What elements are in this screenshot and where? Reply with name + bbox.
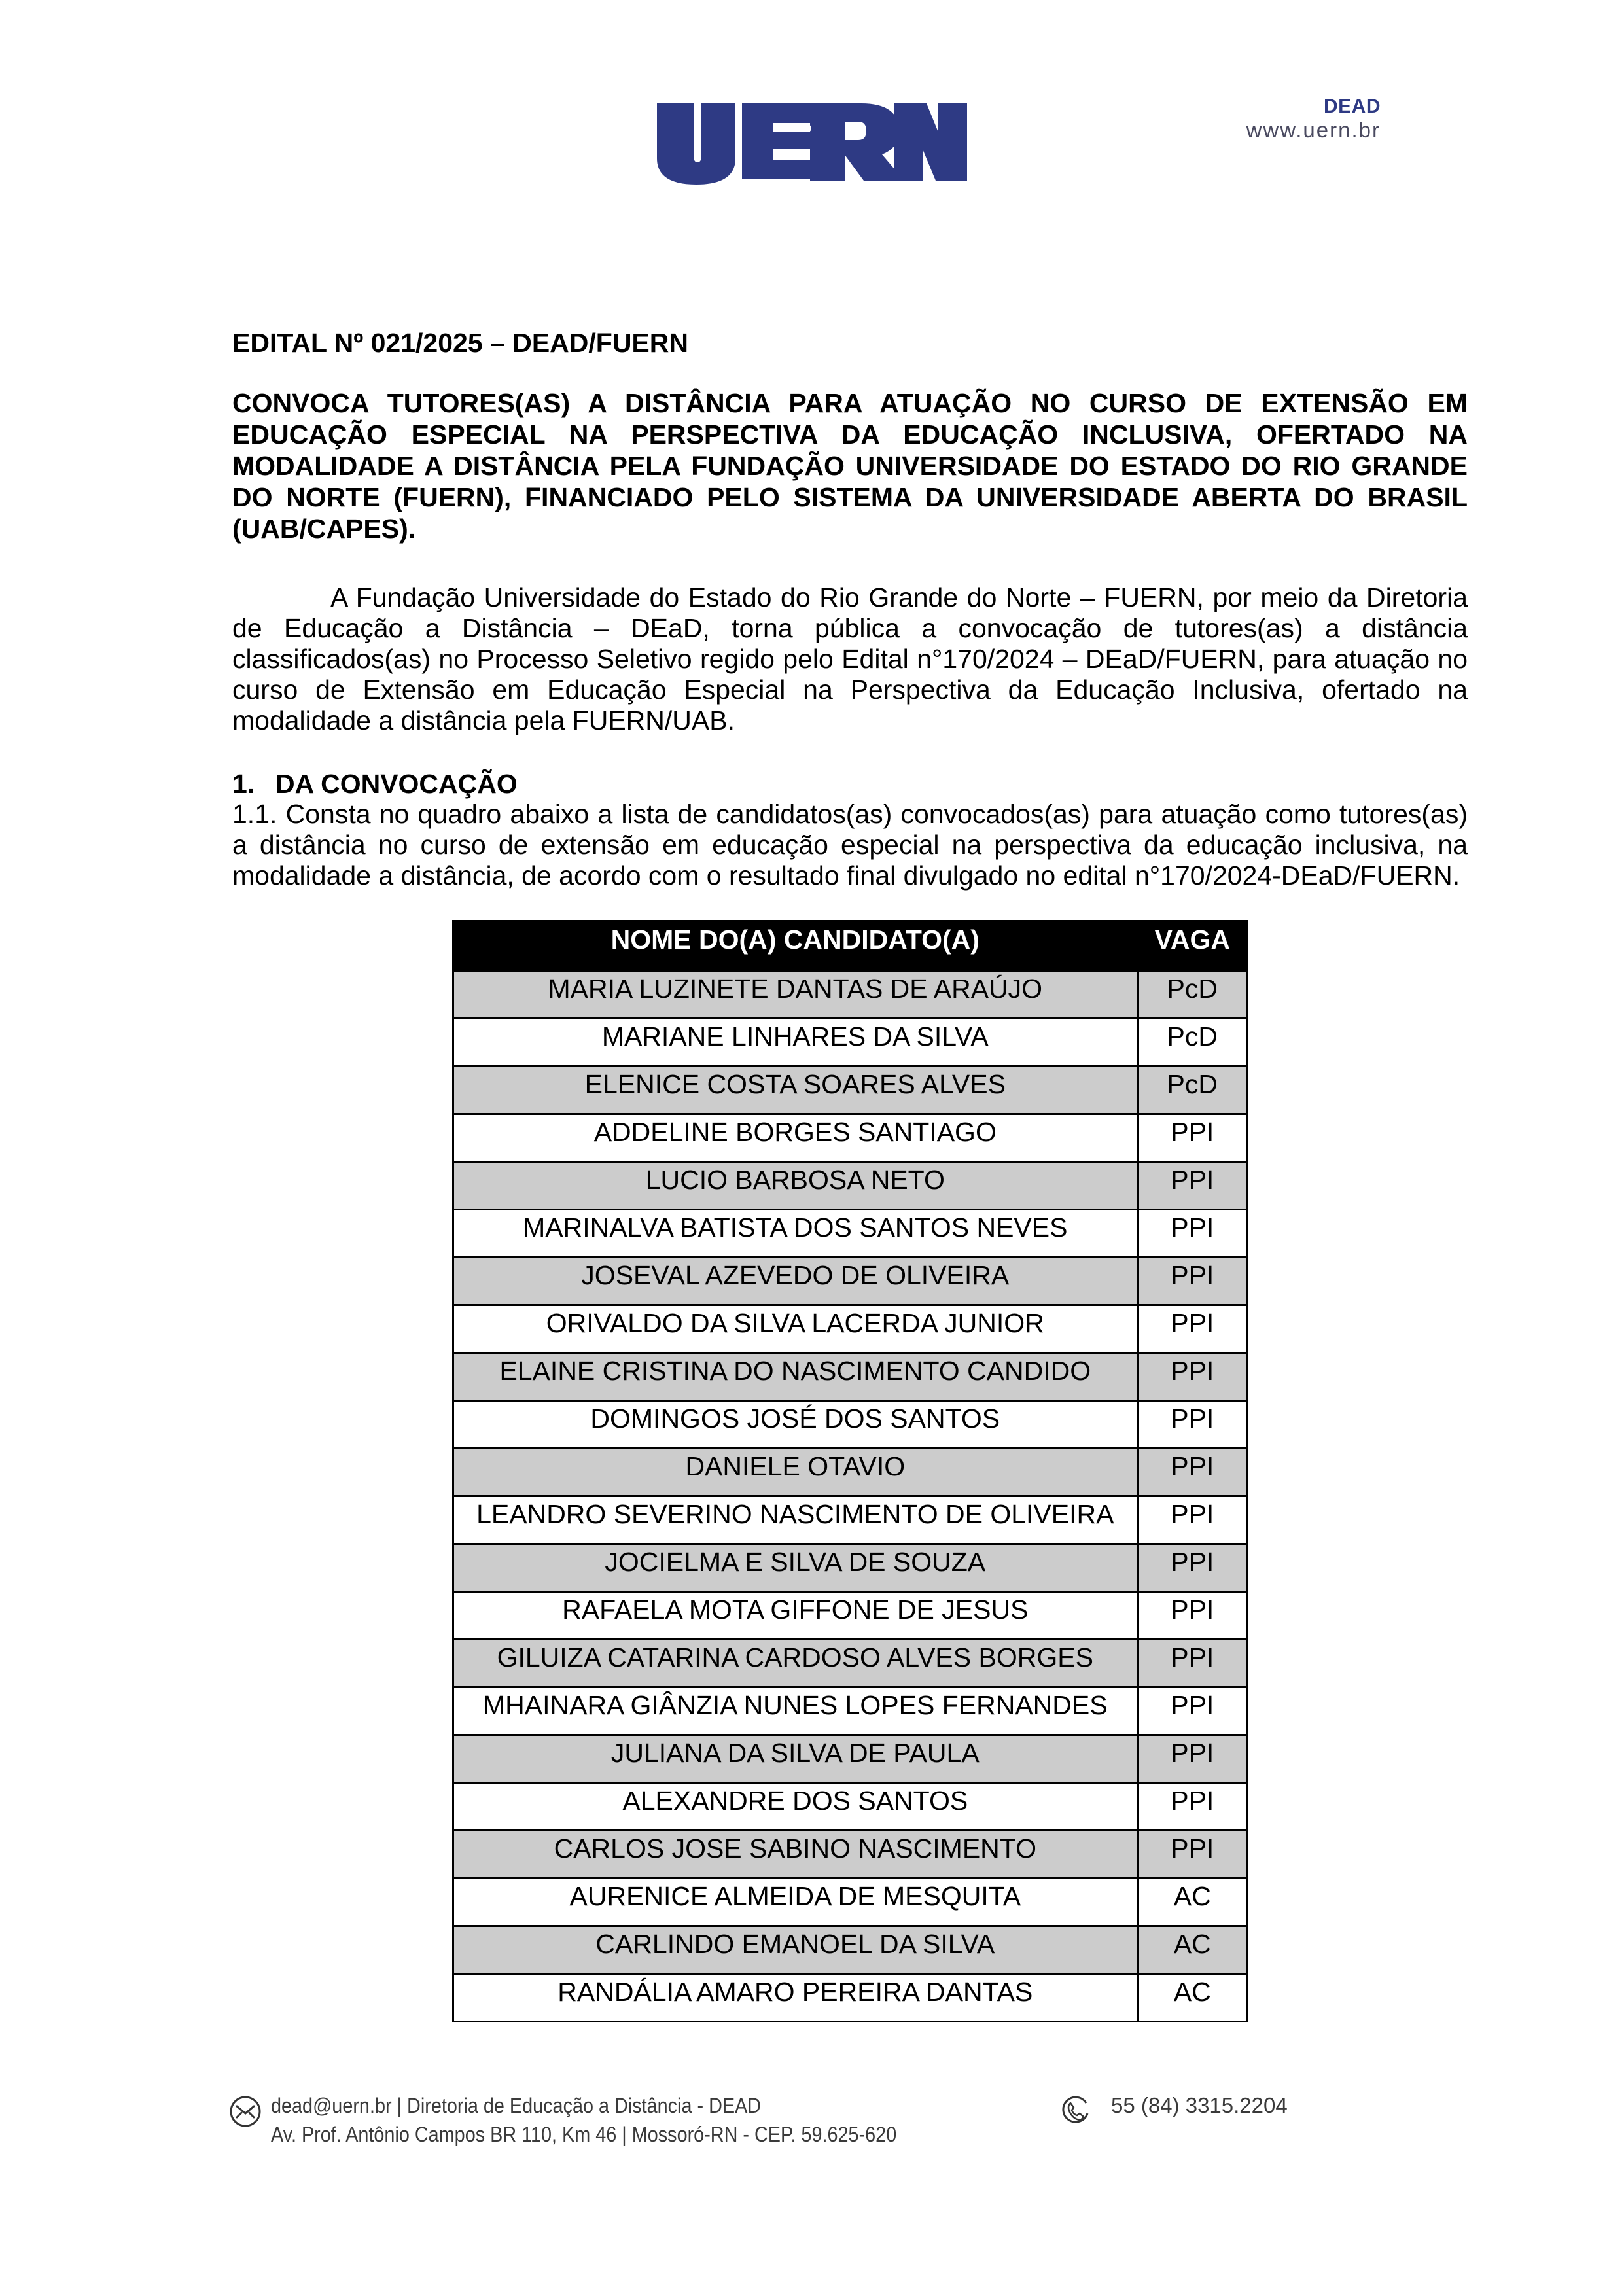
candidate-name: GILUIZA CATARINA CARDOSO ALVES BORGES <box>453 1640 1138 1687</box>
candidate-name: LEANDRO SEVERINO NASCIMENTO DE OLIVEIRA <box>453 1496 1138 1544</box>
envelope-icon <box>229 2095 262 2128</box>
section-paragraph: 1.1. Consta no quadro abaixo a lista de candidatos(as) convocados(as) para atuação como tutores(as) a distância no curso de extensão em educação especial na perspectiva da educação inclusiva, na modalidade a distância, de acordo com o resultado final divulgado no edital n°170/2024-DEaD/FUERN. <box>232 799 1468 891</box>
candidate-vaga: PPI <box>1137 1640 1247 1687</box>
candidate-name: RAFAELA MOTA GIFFONE DE JESUS <box>453 1592 1138 1640</box>
table-row <box>453 1831 1248 1879</box>
candidate-vaga: AC <box>1137 1926 1247 1974</box>
candidate-name: ADDELINE BORGES SANTIAGO <box>453 1114 1138 1162</box>
department-block <box>1246 96 1381 143</box>
uern-logo <box>656 98 967 185</box>
section-number: 1. <box>232 769 255 799</box>
candidate-vaga: PcD <box>1137 1067 1247 1114</box>
table-row <box>453 1879 1248 1926</box>
candidate-vaga: PPI <box>1137 1496 1247 1544</box>
table-row <box>453 1592 1248 1640</box>
candidate-name: ELENICE COSTA SOARES ALVES <box>453 1067 1138 1114</box>
candidate-name: ELAINE CRISTINA DO NASCIMENTO CANDIDO <box>453 1353 1138 1401</box>
candidate-vaga: PPI <box>1137 1114 1247 1162</box>
candidate-vaga: AC <box>1137 1879 1247 1926</box>
candidate-vaga: PPI <box>1137 1162 1247 1210</box>
website-link[interactable]: www.uern.br <box>1246 118 1381 142</box>
candidates-table <box>452 920 1248 2022</box>
candidate-name: MHAINARA GIÂNZIA NUNES LOPES FERNANDES <box>453 1687 1138 1735</box>
candidate-vaga: PPI <box>1137 1449 1247 1496</box>
candidate-vaga: PPI <box>1137 1735 1247 1783</box>
table-row <box>453 1353 1248 1401</box>
candidate-vaga: AC <box>1137 1974 1247 2022</box>
candidate-name: MARIA LUZINETE DANTAS DE ARAÚJO <box>453 971 1138 1019</box>
candidate-vaga: PPI <box>1137 1544 1247 1592</box>
candidate-name: ORIVALDO DA SILVA LACERDA JUNIOR <box>453 1305 1138 1353</box>
candidate-name: DOMINGOS JOSÉ DOS SANTOS <box>453 1401 1138 1449</box>
table-row <box>453 1974 1248 2022</box>
candidate-name: MARINALVA BATISTA DOS SANTOS NEVES <box>453 1210 1138 1258</box>
candidate-name: JOCIELMA E SILVA DE SOUZA <box>453 1544 1138 1592</box>
candidate-name: RANDÁLIA AMARO PEREIRA DANTAS <box>453 1974 1138 2022</box>
intro-paragraph: A Fundação Universidade do Estado do Rio Grande do Norte – FUERN, por meio da Diretoria de Educação a Distância – DEaD, torna pública a convocação de tutores(as) a distância classificados(as) no Processo Seletivo regido pelo Edital n°170/2024 – DEaD/FUERN, para atuação no curso de Extensão em Educação Especial na Perspectiva da Educação Inclusiva, ofertado na modalidade a distância pela FUERN/UAB. <box>232 582 1468 735</box>
candidate-name: MARIANE LINHARES DA SILVA <box>453 1019 1138 1067</box>
candidate-vaga: PPI <box>1137 1305 1247 1353</box>
candidate-name: LUCIO BARBOSA NETO <box>453 1162 1138 1210</box>
section-heading <box>232 769 518 800</box>
table-row <box>453 1258 1248 1305</box>
page-footer <box>229 2091 1341 2150</box>
table-row <box>453 1449 1248 1496</box>
candidate-vaga: PcD <box>1137 1019 1247 1067</box>
section-title: DA CONVOCAÇÃO <box>275 769 518 799</box>
table-row <box>453 1019 1248 1067</box>
table-row <box>453 1735 1248 1783</box>
candidate-vaga: PPI <box>1137 1401 1247 1449</box>
candidate-name: DANIELE OTAVIO <box>453 1449 1138 1496</box>
edital-title: EDITAL Nº 021/2025 – DEAD/FUERN <box>232 328 688 358</box>
phone-icon <box>1060 2094 1093 2127</box>
candidate-name: JULIANA DA SILVA DE PAULA <box>453 1735 1138 1783</box>
table-row <box>453 1496 1248 1544</box>
table-header-row <box>453 921 1248 971</box>
table-row <box>453 1305 1248 1353</box>
candidate-name: ALEXANDRE DOS SANTOS <box>453 1783 1138 1831</box>
table-row <box>453 1210 1248 1258</box>
table-row <box>453 971 1248 1019</box>
footer-address-line: Av. Prof. Antônio Campos BR 110, Km 46 | Mossoró-RN - CEP. 59.625-620 <box>271 2123 897 2146</box>
uern-logo-icon <box>656 98 967 185</box>
candidate-vaga: PPI <box>1137 1783 1247 1831</box>
candidate-name: CARLOS JOSE SABINO NASCIMENTO <box>453 1831 1138 1879</box>
department-name: DEAD <box>1323 96 1381 117</box>
candidate-name: JOSEVAL AZEVEDO DE OLIVEIRA <box>453 1258 1138 1305</box>
candidate-vaga: PPI <box>1137 1687 1247 1735</box>
table-row <box>453 1162 1248 1210</box>
table-row <box>453 1783 1248 1831</box>
table-row <box>453 1640 1248 1687</box>
candidate-name: CARLINDO EMANOEL DA SILVA <box>453 1926 1138 1974</box>
table-row <box>453 1067 1248 1114</box>
candidate-vaga: PPI <box>1137 1831 1247 1879</box>
table-row <box>453 1401 1248 1449</box>
candidate-vaga: PPI <box>1137 1210 1247 1258</box>
table-row <box>453 1687 1248 1735</box>
table-row <box>453 1926 1248 1974</box>
candidate-vaga: PPI <box>1137 1592 1247 1640</box>
table-row <box>453 1114 1248 1162</box>
candidate-vaga: PPI <box>1137 1258 1247 1305</box>
column-header-name: NOME DO(A) CANDIDATO(A) <box>453 921 1138 971</box>
candidate-name: AURENICE ALMEIDA DE MESQUITA <box>453 1879 1138 1926</box>
table-row <box>453 1544 1248 1592</box>
candidate-vaga: PcD <box>1137 971 1247 1019</box>
edital-headline: CONVOCA TUTORES(AS) A DISTÂNCIA PARA ATUAÇÃO NO CURSO DE EXTENSÃO EM EDUCAÇÃO ESPECIAL NA PERSPECTIVA DA EDUCAÇÃO INCLUSIVA, OFERTADO NA MODALIDADE A DISTÂNCIA PELA FUNDAÇÃO UNIVERSIDADE DO ESTADO DO RIO GRANDE DO NORTE (FUERN), FINANCIADO PELO SISTEMA DA UNIVERSIDADE ABERTA DO BRASIL (UAB/CAPES). <box>232 388 1468 544</box>
footer-email-line[interactable]: dead@uern.br | Diretoria de Educação a Distância - DEAD <box>271 2094 762 2117</box>
footer-phone-number[interactable]: 55 (84) 3315.2204 <box>1111 2093 1288 2117</box>
column-header-vaga: VAGA <box>1137 921 1247 971</box>
candidate-vaga: PPI <box>1137 1353 1247 1401</box>
